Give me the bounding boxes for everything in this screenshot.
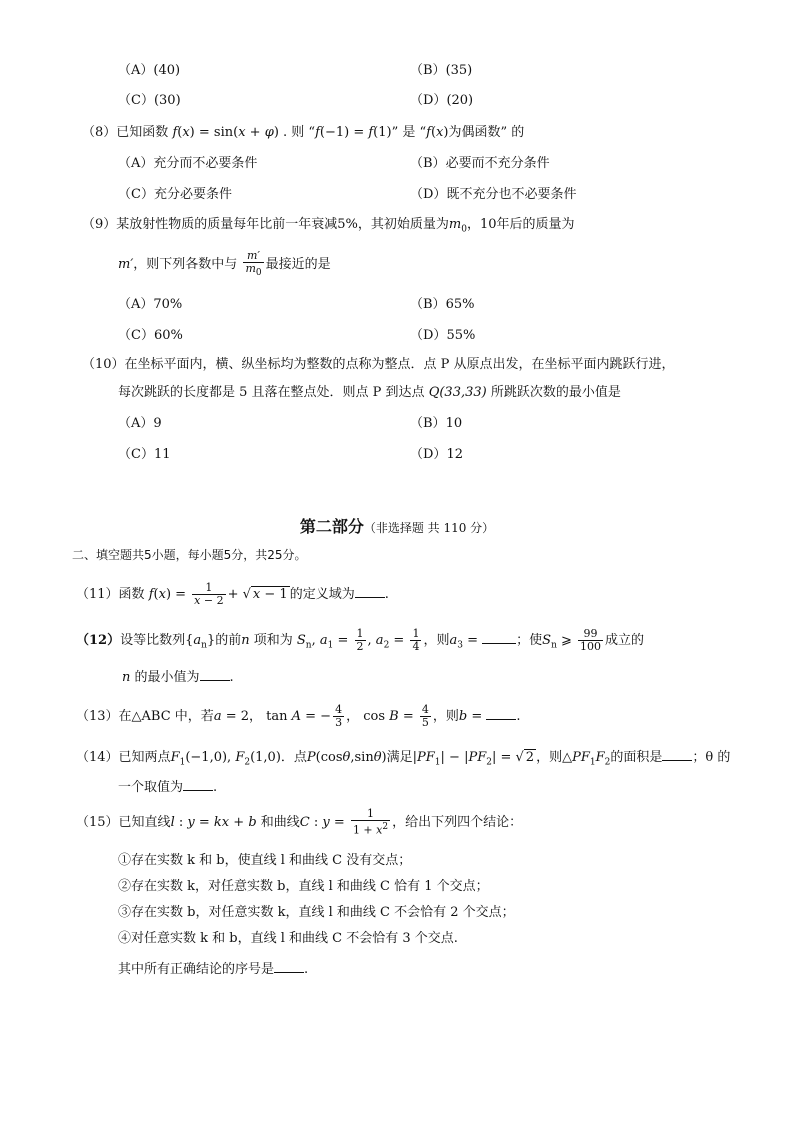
q8-option-d: （D）既不充分也不必要条件 — [410, 187, 577, 202]
q9-option-a: （A）70% — [118, 297, 183, 312]
q15-stem: （15）已知直线l : y = kx + b 和曲线C : y = $\frac{1}{1 + x^2}$ ，给出下列四个结论： — [76, 807, 523, 837]
q9-option-d: （D）55% — [410, 328, 476, 343]
q11-stem: （11）函数 f(x) = $\frac{1}{x - 2}$ + √ x − 1 的定义域为 . — [76, 581, 389, 607]
q10-stem-line1: （10）在坐标平面内，横、纵坐标均为整数的点称为整点．点 P 从原点出发，在坐标平面内跳跃行进， — [82, 357, 675, 372]
q9-stem-line1: （9）某放射性物质的质量每年比前一年衰减5%，其初始质量为$m_0$，10年后的质量为 — [82, 217, 575, 235]
q12-answer-blank-2 — [200, 668, 230, 681]
q8-option-a: （A）充分而不必要条件 — [118, 156, 258, 171]
q14-stem-line2: 一个取值为 . — [118, 780, 218, 795]
q7-option-c: （C）(30) — [118, 93, 181, 108]
q9-option-c: （C）60% — [118, 328, 183, 343]
q8-stem: （8）已知函数 f(x) = sin(x + φ) . 则 “f(−1) = f(1)” 是 “f(x)为偶函数” 的 — [82, 125, 525, 140]
q9-stem-line2: m′，则下列各数中与 $\frac{m'}{m_0}$ 最接近的是 — [118, 249, 331, 279]
q15-item-1: ①存在实数 k 和 b，使直线 l 和曲线 C 没有交点； — [118, 853, 412, 868]
q12-stem-line1: （12）设等比数列$\{a_n\}$的前n 项和为 $S_n$, $a_1$ = $\frac{1}{2}$ , $a_2$ = $\frac{1}{4}$ ，则$a_3$ = ；使$S_n$ ⩾ $\frac{99}{100}$ 成立的 — [76, 627, 645, 653]
q8-option-c: （C）充分必要条件 — [118, 187, 232, 202]
fraction-m-prime-over-m0: $\frac{m'}{m_0}$ — [245, 249, 262, 279]
q10-option-d: （D）12 — [410, 447, 463, 462]
q14-stem-line1: （14）已知两点$F_1(-1,0)$, $F_2(1,0)$．点P(cosθ,sinθ)满足$|PF_1| - |PF_2|$ = √ 2 ，则$\triangle PF_1F_2$的面积是 ；θ 的 — [76, 750, 731, 768]
q8-option-b: （B）必要而不充分条件 — [410, 156, 550, 171]
q15-final: 其中所有正确结论的序号是 . — [118, 962, 309, 977]
q11-answer-blank — [355, 585, 385, 598]
q13-stem: （13）在△ABC 中，若a = 2， tan A = − $\frac{4}{3}$ ， cos B = $\frac{4}{5}$ ，则b = . — [76, 703, 521, 729]
q15-item-2: ②存在实数 k，对任意实数 b，直线 l 和曲线 C 恰有 1 个交点； — [118, 879, 489, 894]
q10-option-b: （B）10 — [410, 416, 463, 431]
q10-stem-line2: 每次跳跃的长度都是 5 且落在整点处．则点 P 到达点 Q(33,33) 所跳跃次数的最小值是 — [118, 385, 621, 400]
q9-option-b: （B）65% — [410, 297, 475, 312]
q15-item-3: ③存在实数 b，对任意实数 k，直线 l 和曲线 C 不会恰有 2 个交点； — [118, 905, 515, 920]
q15-item-4: ④对任意实数 k 和 b，直线 l 和曲线 C 不会恰有 3 个交点. — [118, 931, 458, 946]
q15-answer-blank — [274, 960, 304, 973]
section-heading: 二、填空题共5小题，每小题5分，共25分。 — [72, 548, 307, 562]
q7-option-d: （D）(20) — [410, 93, 474, 108]
q12-answer-blank-1 — [482, 631, 516, 644]
q12-stem-line2: n 的最小值为 . — [122, 670, 234, 685]
q13-answer-blank — [486, 707, 516, 720]
q7-option-b: （B）(35) — [410, 63, 473, 78]
q14-answer-blank-1 — [662, 748, 692, 761]
q10-option-a: （A）9 — [118, 416, 162, 431]
q7-option-a: （A）(40) — [118, 63, 181, 78]
q10-option-c: （C）11 — [118, 447, 171, 462]
q14-answer-blank-2 — [183, 778, 213, 791]
part2-heading: 第二部分（非选择题 共 110 分） — [299, 517, 495, 536]
